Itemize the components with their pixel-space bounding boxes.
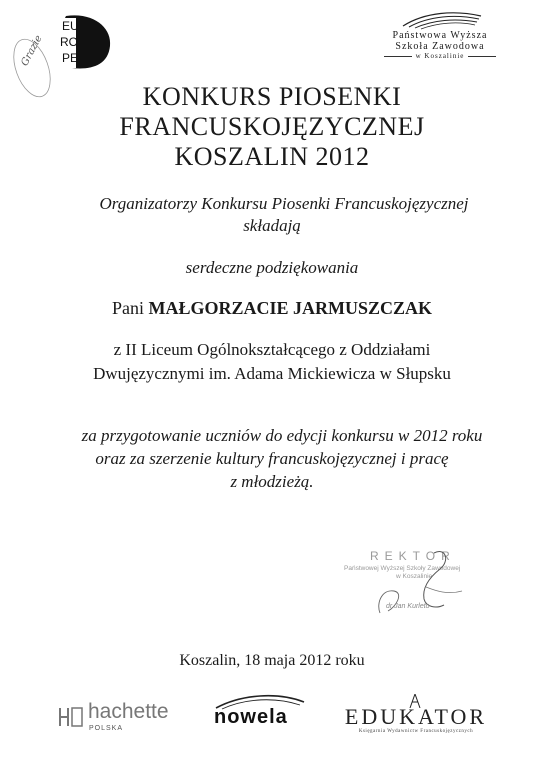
handwritten-note: Grazie [19,33,45,68]
rector-stamp [336,545,486,620]
recipient-name: MAŁGORZACIE JARMUSZCZAK [148,298,433,318]
hachette-h-icon [58,706,84,728]
title-line-3: KOSZALIN 2012 [174,142,370,171]
divider [384,56,412,57]
reason-line-1: za przygotowanie uczniów do edycji konkursu w 2012 roku [81,426,483,445]
organizers-line-2: składają [243,216,301,235]
stamp-signature: dr Jan Kurleto [386,603,430,610]
hachette-logo [58,700,188,740]
thanks-text: serdeczne podziękowania [185,258,359,277]
pwsz-name-line-1: Państwowa Wyższa [392,30,488,41]
hachette-wordmark: hachette [88,700,169,723]
pwsz-name-line-3: w Koszalinie [415,52,465,60]
organizers-line-1: Organizatorzy Konkursu Piosenki Francuskojęzycznej [99,194,469,213]
stamp-title: REKTOR [370,549,456,563]
europe-logo-line-3: PE [62,51,79,65]
reason-line-3: z młodzieżą. [230,472,314,491]
hachette-subtitle: POLSKA [89,725,124,732]
pwsz-city-row [370,52,510,60]
europe-logo-line-2: RO [60,35,78,49]
nowela-logo [210,692,310,734]
recipient-line [0,298,544,319]
stamp-line-1: Państwowej Wyższej Szkoły Zawodowej [344,565,461,572]
edukator-wordmark: EDUKATOR [344,704,488,729]
place-date: Koszalin, 18 maja 2012 roku [179,652,365,669]
pwsz-wave-emblem [395,8,485,30]
europe-logo-line-1: EU [62,19,79,33]
pwsz-logo [370,8,510,70]
stamp-line-2: w Koszalinie [396,573,433,580]
pwsz-name-line-2: Szkoła Zawodowa [395,41,485,52]
title-line-2: FRANCUSKOJĘZYCZNEJ [119,112,425,141]
edukator-logo [336,694,496,738]
recipient-prefix: Pani [111,298,144,318]
nowela-wordmark: nowela [214,706,288,728]
school-line-2: Dwujęzycznymi im. Adama Mickiewicza w Słupsku [93,364,451,383]
divider [468,56,496,57]
reason-line-2: oraz za szerzenie kultury francuskojęzycznej i pracę [95,449,449,468]
title-line-1: KONKURS PIOSENKI [142,82,402,111]
school-line-1: z II Liceum Ogólnokształcącego z Oddziałami [113,340,431,359]
edukator-subtitle: Księgarnia Wydawnictw Francuskojęzycznych [358,729,474,734]
